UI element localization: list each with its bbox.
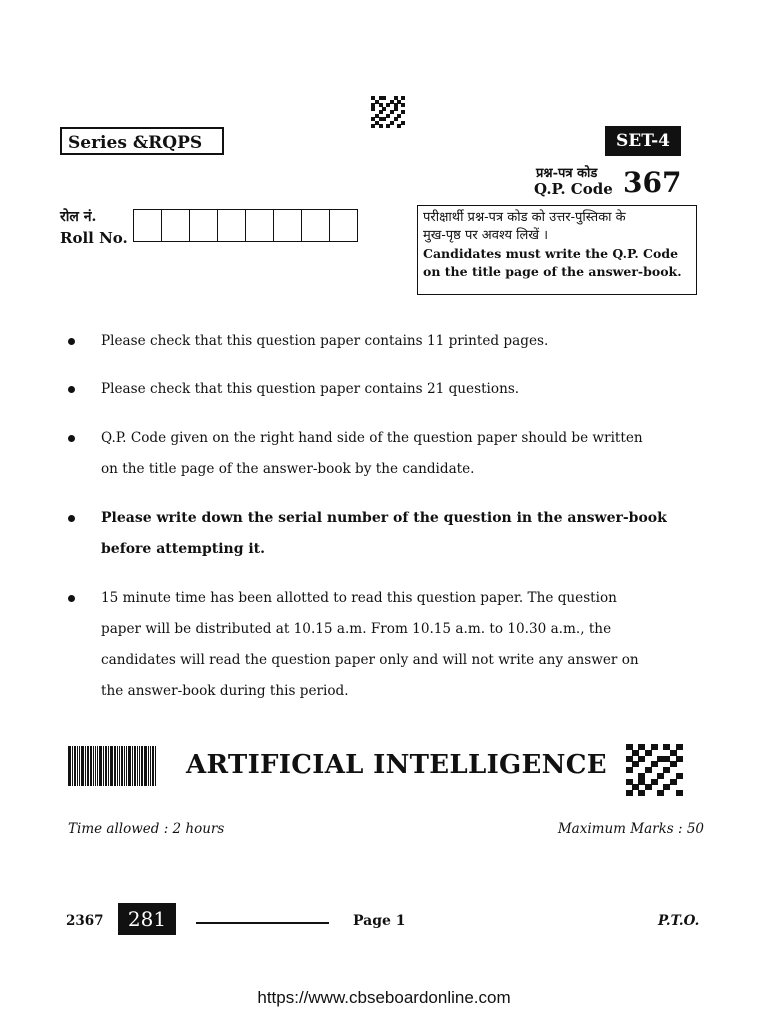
- instruction-line: Please write down the serial number of the question in the answer-book: [101, 510, 667, 526]
- instruction-line: Q.P. Code given on the right hand side of the question paper should be written: [101, 430, 643, 446]
- roll-number-box[interactable]: [190, 209, 218, 242]
- qp-code-value: 367: [623, 166, 682, 199]
- qr-code-icon: [626, 744, 682, 796]
- bullet-icon: [68, 515, 75, 522]
- website-url[interactable]: https://www.cbseboardonline.com: [257, 988, 511, 1007]
- instruction-line: 15 minute time has been allotted to read this question paper. The question: [101, 590, 617, 606]
- note-english-line-2: on the title page of the answer-book.: [423, 264, 682, 279]
- instruction-item: [68, 374, 713, 405]
- series-box: Series &RQPS: [60, 127, 224, 155]
- roll-number-box[interactable]: [330, 209, 358, 242]
- roll-number-boxes[interactable]: [133, 209, 358, 242]
- roll-number-box[interactable]: [162, 209, 190, 242]
- roll-number-box[interactable]: [274, 209, 302, 242]
- qr-code-icon: [371, 96, 405, 128]
- instruction-item: [68, 423, 713, 485]
- qp-code-hindi: प्रश्न-पत्र कोड: [536, 166, 598, 181]
- roll-number-box[interactable]: [218, 209, 246, 242]
- code-badge: 281: [118, 903, 176, 935]
- instruction-line: before attempting it.: [101, 541, 266, 557]
- note-hindi-line-2: मुख-पृष्ठ पर अवश्य लिखें ।: [423, 228, 549, 243]
- set-badge: SET-4: [605, 126, 681, 156]
- instruction-line: Please check that this question paper contains 11 printed pages.: [101, 333, 549, 349]
- roll-number-box[interactable]: [134, 209, 162, 242]
- note-hindi-line-1: परीक्षार्थी प्रश्न-पत्र कोड को उत्तर-पुस्तिका के: [423, 210, 626, 225]
- instruction-line: candidates will read the question paper only and will not write any answer on: [101, 652, 639, 668]
- instruction-line: on the title page of the answer-book by the candidate.: [101, 461, 475, 477]
- bullet-icon: [68, 386, 75, 393]
- bullet-icon: [68, 338, 75, 345]
- instruction-item: [68, 326, 713, 357]
- qp-code-label: Q.P. Code: [534, 180, 613, 198]
- page-number: Page 1: [353, 913, 406, 929]
- divider: [196, 922, 329, 924]
- instruction-line: the answer-book during this period.: [101, 683, 349, 699]
- qp-code-note: [417, 205, 697, 295]
- roll-number-box[interactable]: [246, 209, 274, 242]
- bullet-icon: [68, 595, 75, 602]
- pto-label: P.T.O.: [658, 913, 700, 929]
- roll-label-hindi: रोल नं.: [60, 209, 97, 225]
- instruction-line: paper will be distributed at 10.15 a.m. From 10.15 a.m. to 10.30 a.m., the: [101, 621, 612, 637]
- bullet-icon: [68, 435, 75, 442]
- time-allowed: Time allowed : 2 hours: [68, 821, 225, 837]
- instruction-item: [68, 583, 713, 707]
- roll-label: Roll No.: [60, 229, 128, 247]
- note-english-line-1: Candidates must write the Q.P. Code: [423, 246, 679, 261]
- instruction-line: Please check that this question paper contains 21 questions.: [101, 381, 520, 397]
- instruction-item: [68, 503, 713, 565]
- roll-number-box[interactable]: [302, 209, 330, 242]
- maximum-marks: Maximum Marks : 50: [557, 821, 704, 837]
- paper-code: 2367: [66, 913, 104, 929]
- subject-title: ARTIFICIAL INTELLIGENCE: [186, 750, 607, 780]
- barcode-icon: [68, 746, 168, 786]
